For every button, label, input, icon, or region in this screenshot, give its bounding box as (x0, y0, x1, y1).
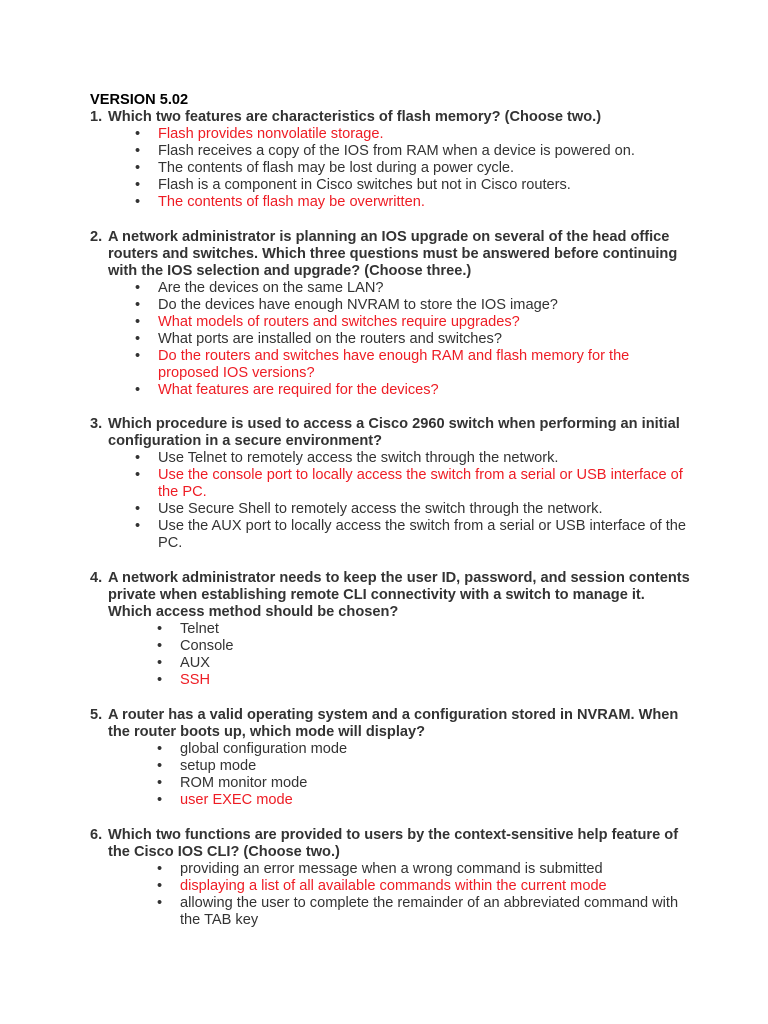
bullet-icon: • (157, 895, 163, 911)
question-6 (90, 827, 690, 929)
answer-option (90, 177, 690, 194)
bullet-icon: • (135, 382, 141, 398)
answer-option (90, 895, 690, 929)
answer-option (90, 331, 690, 348)
question-number: 6. (90, 827, 103, 843)
question-number: 3. (90, 416, 103, 432)
question-stem: Which two features are characteristics of flash memory? (Choose two.) (108, 109, 602, 125)
question-text (90, 416, 690, 450)
answer-options (90, 741, 690, 809)
question-text (90, 229, 690, 280)
answer-option-text: The contents of flash may be lost during a power cycle. (158, 160, 515, 176)
answer-option-text: Are the devices on the same LAN? (158, 280, 384, 296)
answer-option-text: The contents of flash may be overwritten. (158, 194, 425, 210)
question-text (90, 109, 690, 126)
bullet-icon: • (135, 143, 141, 159)
bullet-icon: • (157, 655, 163, 671)
question-text (90, 827, 690, 861)
correct-answer-option (90, 126, 690, 143)
question-number: 5. (90, 707, 103, 723)
version-heading: VERSION 5.02 (90, 92, 189, 108)
bullet-icon: • (157, 672, 163, 688)
question-stem: A network administrator is planning an IOS upgrade on several of the head office routers and switches. Which three questions must be answered before continuing with the IOS selection and upgrade? (Choose three.) (108, 229, 678, 279)
bullet-icon: • (135, 331, 141, 347)
answer-options (90, 450, 690, 552)
correct-answer-option (90, 194, 690, 211)
answer-option-text: Use Telnet to remotely access the switch through the network. (158, 450, 559, 466)
question-3 (90, 416, 690, 552)
answer-option (90, 450, 690, 467)
answer-option-text: displaying a list of all available commands within the current mode (180, 878, 607, 894)
question-text (90, 707, 690, 741)
question-5 (90, 707, 690, 809)
bullet-icon: • (157, 861, 163, 877)
bullet-icon: • (157, 741, 163, 757)
question-2 (90, 229, 690, 399)
question-stem: Which two functions are provided to users by the context-sensitive help feature of the Cisco IOS CLI? (Choose two.) (108, 827, 679, 860)
answer-option-text: Do the routers and switches have enough RAM and flash memory for the proposed IOS versions? (158, 348, 630, 381)
correct-answer-option (90, 878, 690, 895)
answer-option (90, 655, 690, 672)
bullet-icon: • (135, 467, 141, 483)
answer-options (90, 861, 690, 929)
answer-option (90, 297, 690, 314)
answer-option (90, 741, 690, 758)
question-1 (90, 109, 690, 211)
question-stem: Which procedure is used to access a Cisco 2960 switch when performing an initial configuration in a secure environment? (108, 416, 680, 449)
answer-option-text: AUX (180, 655, 211, 671)
bullet-icon: • (135, 160, 141, 176)
answer-option (90, 861, 690, 878)
bullet-icon: • (157, 621, 163, 637)
answer-option-text: allowing the user to complete the remainder of an abbreviated command with the TAB key (180, 895, 679, 928)
answer-option-text: Flash receives a copy of the IOS from RAM when a device is powered on. (158, 143, 635, 159)
bullet-icon: • (135, 126, 141, 142)
correct-answer-option (90, 382, 690, 399)
answer-option-text: Console (180, 638, 234, 654)
answer-option-text: user EXEC mode (180, 792, 293, 808)
question-4 (90, 570, 690, 689)
bullet-icon: • (135, 450, 141, 466)
answer-option (90, 638, 690, 655)
answer-option-text: Flash provides nonvolatile storage. (158, 126, 384, 142)
answer-options (90, 621, 690, 689)
answer-option-text: global configuration mode (180, 741, 348, 757)
question-number: 4. (90, 570, 103, 586)
bullet-icon: • (135, 518, 141, 534)
question-stem: A network administrator needs to keep the user ID, password, and session contents private when establishing remote CLI connectivity with a switch to manage it. Which access method should be chosen? (108, 570, 690, 620)
answer-option (90, 775, 690, 792)
answer-option-text: Telnet (180, 621, 219, 637)
answer-option-text: What models of routers and switches require upgrades? (158, 314, 520, 330)
bullet-icon: • (135, 297, 141, 313)
bullet-icon: • (135, 348, 141, 364)
answer-options (90, 126, 690, 211)
question-stem: A router has a valid operating system and a configuration stored in NVRAM. When the router boots up, which mode will display? (108, 707, 679, 740)
bullet-icon: • (157, 878, 163, 894)
answer-option-text: Flash is a component in Cisco switches but not in Cisco routers. (158, 177, 571, 193)
answer-option (90, 143, 690, 160)
question-number: 1. (90, 109, 103, 125)
question-number: 2. (90, 229, 103, 245)
answer-option (90, 518, 690, 552)
bullet-icon: • (135, 501, 141, 517)
answer-option-text: Use Secure Shell to remotely access the switch through the network. (158, 501, 603, 517)
answer-option-text: setup mode (180, 758, 257, 774)
correct-answer-option (90, 314, 690, 331)
bullet-icon: • (135, 194, 141, 210)
bullet-icon: • (157, 792, 163, 808)
question-text (90, 570, 690, 621)
answer-option-text: Use the AUX port to locally access the switch from a serial or USB interface of the PC. (158, 518, 687, 551)
answer-option-text: ROM monitor mode (180, 775, 308, 791)
answer-option (90, 160, 690, 177)
correct-answer-option (90, 467, 690, 501)
answer-option-text: What ports are installed on the routers and switches? (158, 331, 502, 347)
bullet-icon: • (135, 280, 141, 296)
answer-option (90, 621, 690, 638)
correct-answer-option (90, 348, 690, 382)
answer-option (90, 501, 690, 518)
correct-answer-option (90, 792, 690, 809)
bullet-icon: • (135, 314, 141, 330)
bullet-icon: • (157, 775, 163, 791)
answer-options (90, 280, 690, 399)
answer-option-text: SSH (180, 672, 211, 688)
answer-option-text: Use the console port to locally access the switch from a serial or USB interface of the PC. (158, 467, 683, 500)
correct-answer-option (90, 672, 690, 689)
answer-option-text: providing an error message when a wrong command is submitted (180, 861, 603, 877)
bullet-icon: • (157, 758, 163, 774)
answer-option (90, 758, 690, 775)
answer-option-text: What features are required for the devices? (158, 382, 439, 398)
bullet-icon: • (157, 638, 163, 654)
answer-option (90, 280, 690, 297)
bullet-icon: • (135, 177, 141, 193)
answer-option-text: Do the devices have enough NVRAM to store the IOS image? (158, 297, 558, 313)
